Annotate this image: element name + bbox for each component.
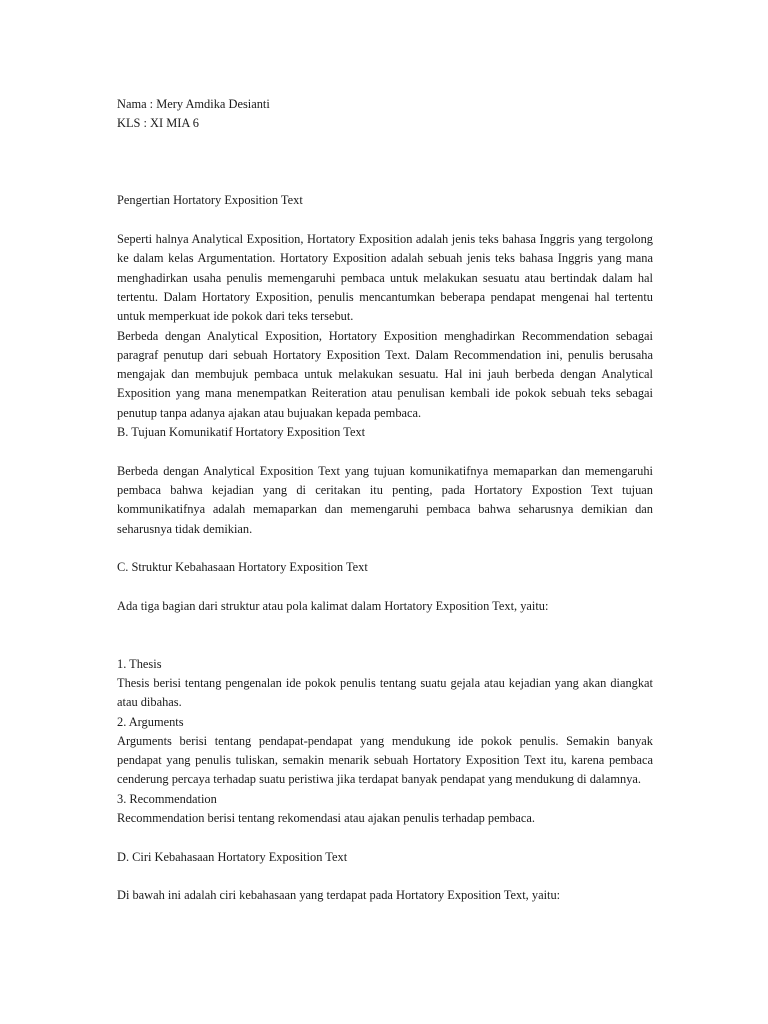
spacer — [117, 828, 653, 847]
spacer — [117, 211, 653, 230]
paragraph-struktur-intro: Ada tiga bagian dari struktur atau pola kalimat dalam Hortatory Exposition Text, yaitu: — [117, 598, 549, 613]
spacer — [117, 539, 653, 558]
structure-item-heading: 2. Arguments — [117, 714, 184, 729]
paragraph-pengertian-2: Berbeda dengan Analytical Exposition, Hortatory Exposition menghadirkan Recommendation sebagai paragraf penutup dari sebuah Hortatory Exposition Text. Dalam Recommendation ini, penulis berusaha mengajak dan membujuk pembaca untuk melakukan sesuatu. Hal ini jauh berbeda dengan Analytical Exposition yang mana menempatkan Reiteration atau penulisan kembali ide pokok sebuah teks sebagai penutup tanpa adanya ajakan atau bujuakan kepada pembaca. — [117, 328, 653, 420]
section-title-ciri: D. Ciri Kebahasaan Hortatory Exposition Text — [117, 849, 348, 864]
paragraph-ciri-intro: Di bawah ini adalah ciri kebahasaan yang terdapat pada Hortatory Exposition Text, yaitu: — [117, 888, 561, 903]
structure-item-body: Arguments berisi tentang pendapat-pendapat yang mendukung ide pokok penulis. Semakin banyak pendapat yang penulis tuliskan, semakin menarik sebuah Hortatory Exposition Text itu, karena pembaca cenderung percaya terhadap suatu peristiwa jika terdapat banyak pendapat yang mendukung di dalamnya. — [117, 733, 653, 787]
document-page — [117, 95, 653, 905]
paragraph-tujuan: Berbeda dengan Analytical Exposition Text yang tujuan komunikatifnya memaparkan dan memengaruhi pembaca bahwa kejadian yang di ceritakan itu penting, pada Hortatory Expostion Text tujuan kommunikatifnya adalah memaparkan dan memengaruhi pembaca bahwa seharusnya demikian dan seharusnya tidak demikian. — [117, 463, 653, 536]
spacer — [117, 616, 653, 655]
section-title-struktur: C. Struktur Kebahasaan Hortatory Exposition Text — [117, 560, 368, 575]
structure-item-heading: 1. Thesis — [117, 656, 162, 671]
structure-item-heading: 3. Recommendation — [117, 791, 217, 806]
structure-item-body: Thesis berisi tentang pengenalan ide pokok penulis tentang suatu gejala atau kejadian yang akan diangkat atau dibahas. — [117, 675, 653, 710]
spacer — [117, 134, 653, 192]
spacer — [117, 442, 653, 461]
student-class: KLS : XI MIA 6 — [117, 116, 199, 131]
paragraph-pengertian-1: Seperti halnya Analytical Exposition, Hortatory Exposition adalah jenis teks bahasa Inggris yang tergolong ke dalam kelas Argumentation. Hortatory Exposition adalah sebuah jenis teks bahasa Inggris yang mana menghadirkan usaha penulis memengaruhi pembaca untuk melakukan sesuatu atau bertindak dalam hal tertentu. Dalam Hortatory Exposition, penulis mencantumkan beberapa pendapat mengenai hal tertentu untuk memperkuat ide pokok dari teks tersebut. — [117, 232, 653, 324]
student-name: Nama : Mery Amdika Desianti — [117, 97, 270, 111]
section-title-tujuan: B. Tujuan Komunikatif Hortatory Exposition Text — [117, 425, 366, 440]
structure-item-body: Recommendation berisi tentang rekomendasi atau ajakan penulis terhadap pembaca. — [117, 810, 536, 825]
spacer — [117, 577, 653, 596]
section-title-pengertian: Pengertian Hortatory Exposition Text — [117, 193, 303, 208]
spacer — [117, 867, 653, 886]
